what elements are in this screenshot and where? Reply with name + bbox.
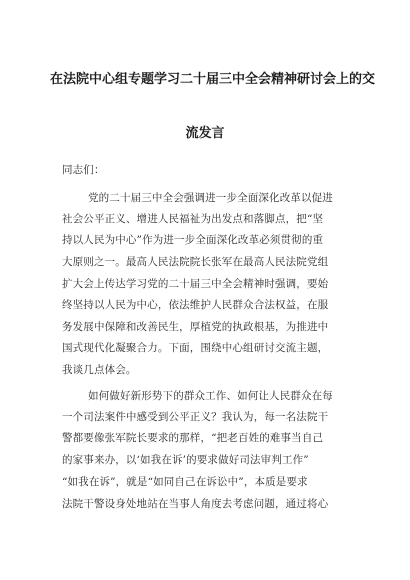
paragraph-line: 社会公平正义、增进人民福祉为出发点和落脚点，把“坚 [62, 213, 324, 225]
paragraph-line: 扩大会上传达学习党的二十届三中全会精神时强调，要始 [62, 278, 329, 290]
paragraph-line: 务发展中保障和改善民生，厚植党的执政根基，为推进中 [62, 321, 329, 333]
paragraph-line: 的家事来办，以‘如我在诉’的要求做好司法审判工作” [62, 454, 309, 466]
paragraph-line: 持以人民为中心”作为进一步全面深化改革必须贯彻的重 [62, 234, 324, 246]
paragraph-line: 警都要像张军院长要求的那样，“把老百姓的难事当自己 [62, 432, 324, 444]
paragraph-line: 大原则之一。最高人民法院院长张军在最高人民法院党组 [62, 256, 329, 268]
paragraph-line: “如我在诉”，就是“如同自己在诉讼中”，本质是要求 [62, 476, 308, 488]
document-title-line-1: 在法院中心组专题学习二十届三中全会精神研讨会上的交 [50, 72, 376, 87]
paragraph-line: 法院干警设身处地站在当事人角度去考虑问题，通过将心 [62, 498, 329, 510]
paragraph-line: 国式现代化凝聚合力。下面，围绕中心组研讨交流主题， [62, 342, 329, 354]
paragraph-line: 终坚持以人民为中心，依法维护人民群众合法权益，在服 [62, 299, 329, 311]
paragraph-line: 如何做好新形势下的群众工作、如何让人民群众在每 [88, 390, 333, 402]
paragraph-line: 我谈几点体会。 [62, 364, 137, 376]
paragraph-line: 一个司法案件中感受到公平正义？我认为，每一名法院干 [62, 411, 329, 423]
document-title-line-2: 流发言 [185, 126, 225, 141]
salutation: 同志们： [62, 164, 105, 176]
paragraph-line: 党的二十届三中全会强调进一步全面深化改革以促进 [88, 192, 333, 204]
